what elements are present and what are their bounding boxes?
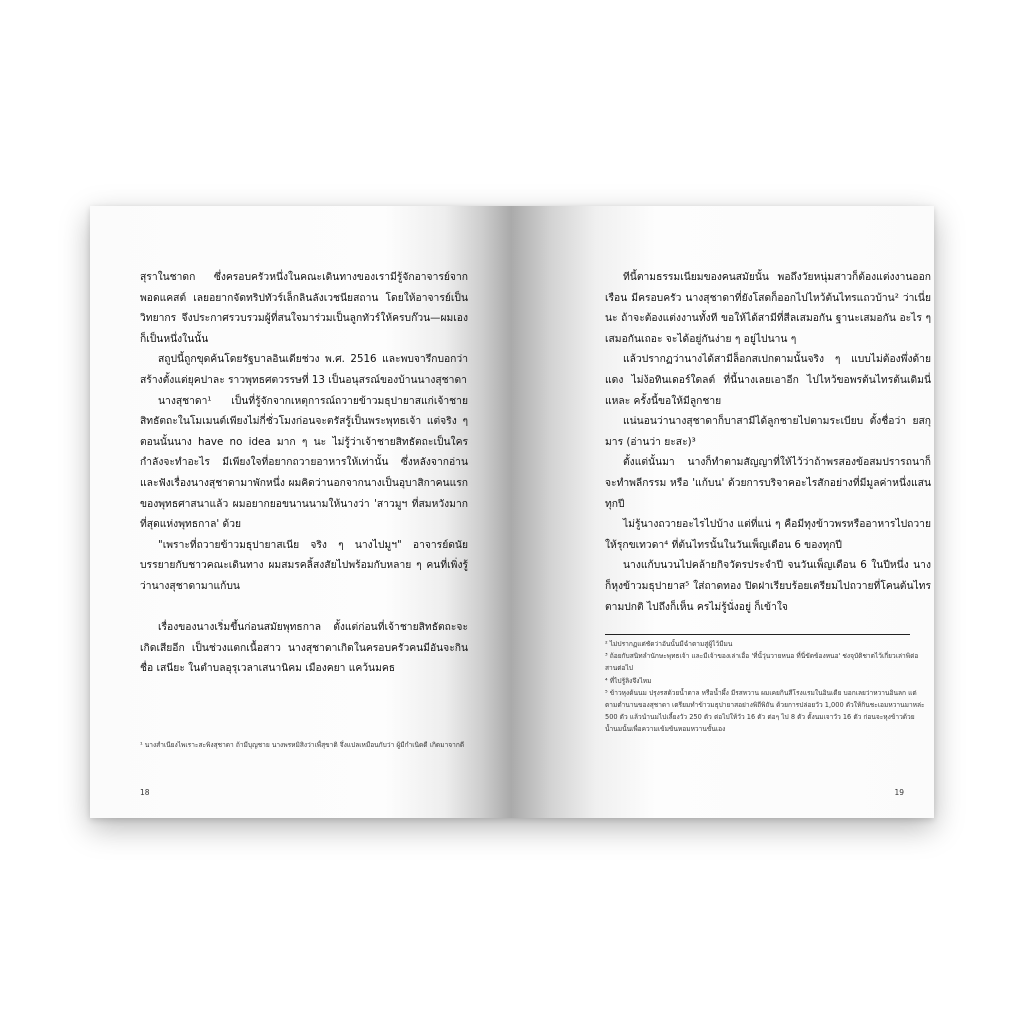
paragraph: สุราในชาดก ซึ่งครอบครัวหนึ่งในคณะเดินทางของเรามีรู้จักอาจารย์จากพอดแคสต์ เลยอยากจัดทริปทัวร์เล็กลินลังเวชนียสถาน โดยให้อาจารย์เป็นวิทยากร จึงประกาศรวบรวมผู้ที่สนใจมาร่วมเป็นลูกทัวร์ให้ครบก๊วน—ผมเองก็เป็นหนึ่งในนั้น — [140, 271, 468, 345]
paragraph: ทีนี้ตามธรรมเนียมของคนสมัยนั้น พอถึงวัยหนุ่มสาวก็ต้องแต่งงานออกเรือน มีครอบครัว นางสุชาดาที่ยังโสดก็ออกไปไหว้ต้นไทรแถวบ้าน² ว่าเนี่ยนะ ถ้าจะต้องแต่งงานทั้งที ขอให้ได้สามีที่สีลเสมอกัน ฐานะเสมอกัน อะไร ๆ เสมอกันเถอะ จะได้อยู่กันง่าย ๆ อยู่ไปนาน ๆ — [605, 271, 931, 345]
paragraph: แล้วปรากฏว่านางได้สามีล็อกสเปกตามนั้นจริง ๆ แบบไม่ต้องพึ่งด้ายแดง ไม่ง้อทินเดอร์ใดลต์ ที่นี้นางเลยเอาอีก ไปไหว้ขอพรต้นไทรต้นเดิมนี่แหละ ครั้งนี้ขอให้มีลูกชาย — [605, 353, 931, 407]
paragraph: นางสุชาดา¹ เป็นที่รู้จักจากเหตุการณ์ถวายข้าวมธุปายาสแก่เจ้าชายสิทธัตถะในโมเมนต์เพียงไม่กี่ชั่วโมงก่อนจะตรัสรู้เป็นพระพุทธเจ้า แต่จริง ๆ ตอนนั้นนาง have no idea มาก ๆ นะ ไม่รู้ว่าเจ้าชายสิทธัตถะเป็นใคร กำลังจะทำอะไร มีเพียงใจที่อยากถวายอาหารให้เท่านั้น ซึ่งหลังจากอ่านและฟังเรื่องนางสุชาดามาพักหนึ่ง ผมคิดว่านอกจากนางเป็นอุบาสิกาคนแรกของพุทธศาสนาแล้ว ผมอยากยอขนานนามให้นางว่า 'สาวมูฯ ที่สมหวังมากที่สุดแห่งพุทธกาล' ด้วย — [140, 394, 468, 531]
footnote: ³ ถ้อยกับสนิทลำนักษะพุทธเจ้า และมีเจ้าของเล่าเอื่อ 'ที่นั้วุ่นวายหนอ ที่นี่ขัดข้องหนอ' ช่งจุบัติชาตไว้เกี่ยวเล่าพิต่อสานต่อไป — [605, 652, 919, 673]
paragraph: นางแก้บนวนไปคล้ายกิจวัตรประจำปี จนวันเพ็ญเดือน 6 ในปีหนึ่ง นางก็หุงข้าวมธุปายาส⁵ ใส่ถาดทอง ปิดฝาเรียบร้อยเตรียมไปถวายที่โคนต้นไทรตามปกติ ไปถึงก็เห็น ครไม่รู้นั่งอยู่ ก็เข้าใจ — [605, 559, 931, 613]
footnote-divider — [605, 634, 910, 635]
left-footnotes — [140, 739, 474, 751]
right-page — [512, 206, 934, 818]
footnote: ⁴ ที่ไปรู้ลิงจึงไหม — [605, 676, 652, 685]
open-book — [90, 206, 934, 818]
right-footnotes — [605, 638, 927, 736]
right-body-text — [605, 267, 931, 617]
page-number: 18 — [140, 788, 150, 797]
paragraph: สถูปนี้ถูกขุดค้นโดยรัฐบาลอินเดียช่วง พ.ศ. 2516 และพบจารึกบอกว่าสร้างตั้งแต่ยุคปาละ ราวพุทธศตวรรษที่ 13 เป็นอนุสรณ์ของบ้านนางสุชาดา — [140, 353, 468, 386]
footnote: ¹ นางสำเนียงไพเราะสะพิงสุชาดา ถ้ามีบุญชาย นางพรหมิสิงว่าเพื่สุขาติ จึ่งแปลเหมือนกับว่า ผู้มีกำเนิดดี เกิดมาจากดี — [140, 741, 465, 749]
footnote: ² ไม่ปรากฏแต่ชัดว่าอันนั้นมีฉำ‍ตามสู่ผู้ไว้มีมน — [605, 640, 733, 648]
paragraph: "เพราะที่ถวายข้าวมธุปายาสเนีย จริง ๆ นางไปมูฯ" อาจารย์ดนัยบรรยายกับชาวคณะเดินทาง ผมสมรคลิ้สงสัยไปพร้อมกับหลาย ๆ คนที่เพิ่งรู้ว่านางสุชาดามาแก้บน — [140, 538, 468, 592]
page-number: 19 — [894, 788, 904, 797]
paragraph: ตั้งแต่นั้นมา นางก็ทำตามสัญญาที่ให้ไว้ว่าถ้าพรสองข้อสมปรารถนาก็จะทำพลีกรรม หรือ 'แก้บน' ด้วยการบริจาคอะไรสักอย่างที่มีมูลค่าหนึ่งแสนทุกปี — [605, 456, 931, 510]
paragraph: แน่นอนว่านางสุชาดาก็บาสามีได้ลูกชายไปตามระเบียบ ตั้งชื่อว่า ยสกุมาร (อ่านว่า ยะสะ)³ — [605, 415, 931, 448]
paragraph: เรื่องของนางเริ่มขึ้นก่อนสมัยพุทธกาล ตั้งแต่ก่อนที่เจ้าชายสิทธัตถะจะเกิดเสียอีก เป็นช่วงแตกเนื้อสาว นางสุชาดาเกิดในครอบครัวคนมีอันจะกินชื่อ เสนียะ ในตำบลอุรุเวลาเสนานิคม เมืองคยา แคว้นมคธ — [140, 621, 468, 675]
left-page — [90, 206, 512, 818]
paragraph: ไม่รู้นางถวายอะไรไปบ้าง แต่ที่แน่ ๆ คือมีทุงข้าวพรหรืออาหารไปถวายให้รุกขเทวดา⁴ ที่ต้นไทรนั้นในวันเพ็ญเดือน 6 ของทุกปี — [605, 518, 931, 551]
footnote: ⁵ ข้าวหุงด้นนม ปรุงรสด้วยน้ำตาล หรือน้ำผึ้ง มีรสหวาน ผมเคยกินสีโรงแรมในอินเดีย บอกเลยว่าหวานอินลก แต่ตามตำนานของสุชาดา เตรียมทำข้าวมธุปายาสอย่างพิถีพิถัน ด้วยการปล่อยวัว 1,000 ตัวให้กินชะเอมหวานมาหล่ะ 500 ตัว แล้วนำนมไปเลี้ยงวัว 250 ตัว ต่อไปให้วัว 16 ตัว ต่อๆ ไป 8 ตัว ตั้งนมเจาวัว 16 ตัว ก่อนจะหุงข้าวด้วยน้ำนมนั้นเพื่อความเข้มข้นหอมหวานขั้นเอง — [605, 688, 925, 734]
left-body-text — [140, 267, 468, 679]
